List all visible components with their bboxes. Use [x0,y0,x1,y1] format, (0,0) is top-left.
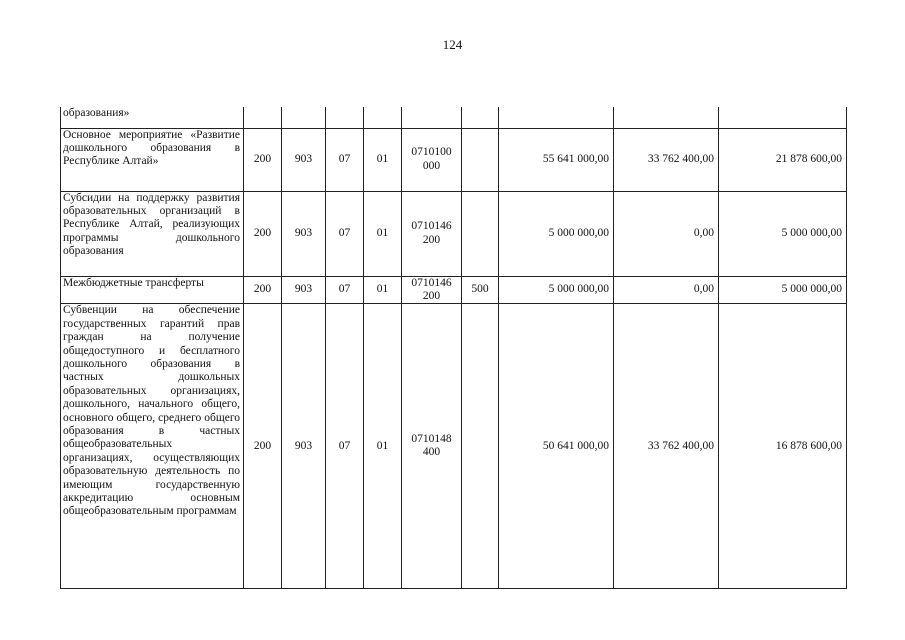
sum-total-cell: 5 000 000,00 [499,276,614,304]
section-code-cell: 903 [282,276,326,304]
sum-part1-cell [614,107,719,128]
sum-part2-cell: 5 000 000,00 [719,191,847,276]
sum-part1-cell: 0,00 [614,191,719,276]
section-code-cell: 903 [282,191,326,276]
subsection2-code-cell: 01 [364,276,402,304]
table-row [61,128,847,191]
sum-total-cell: 5 000 000,00 [499,191,614,276]
admin-code-cell: 200 [244,128,282,191]
row-name-cell: образования» [61,107,244,128]
expense-type-cell [462,107,499,128]
subsection-code-cell: 07 [326,276,364,304]
subsection-code-cell: 07 [326,304,364,589]
row-name-cell: Субвенции на обеспечение государственных гарантий прав граждан на получение общедоступного и бесплатного дошкольного образования в частных дошкольных образовательных организациях, дошкольного, начального общего, основного общего, среднего общего образования в частных общеобразовательных организациях, осуществляющих образовательную деятельность по имеющим государственную аккредитацию основным общеобразовательным программам [61,304,244,589]
subsection-code-cell [326,107,364,128]
admin-code-cell [244,107,282,128]
budget-table [60,107,847,589]
subsection2-code-cell: 01 [364,191,402,276]
sum-total-cell [499,107,614,128]
subsection2-code-cell: 01 [364,128,402,191]
target-code-cell [402,107,462,128]
sum-part2-cell: 5 000 000,00 [719,276,847,304]
sum-part1-cell: 0,00 [614,276,719,304]
subsection2-code-cell: 01 [364,304,402,589]
table-row [61,107,847,128]
sum-part1-cell: 33 762 400,00 [614,304,719,589]
expense-type-cell [462,128,499,191]
section-code-cell [282,107,326,128]
target-code-cell: 0710148 400 [402,304,462,589]
expense-type-cell: 500 [462,276,499,304]
subsection-code-cell: 07 [326,128,364,191]
table-row [61,304,847,589]
sum-part2-cell: 21 878 600,00 [719,128,847,191]
table-row [61,276,847,304]
section-code-cell: 903 [282,304,326,589]
expense-type-cell [462,304,499,589]
admin-code-cell: 200 [244,276,282,304]
page-number: 124 [442,37,463,52]
admin-code-cell: 200 [244,304,282,589]
sum-part1-cell: 33 762 400,00 [614,128,719,191]
sum-total-cell: 55 641 000,00 [499,128,614,191]
sum-part2-cell [719,107,847,128]
admin-code-cell: 200 [244,191,282,276]
row-name-cell: Основное мероприятие «Развитие дошкольного образования в Республике Алтай» [61,128,244,191]
target-code-cell: 0710100 000 [402,128,462,191]
table-row [61,191,847,276]
target-code-cell: 0710146 200 [402,276,462,304]
section-code-cell: 903 [282,128,326,191]
expense-type-cell [462,191,499,276]
row-name-cell: Межбюджетные трансферты [61,276,244,304]
subsection-code-cell: 07 [326,191,364,276]
subsection2-code-cell [364,107,402,128]
sum-total-cell: 50 641 000,00 [499,304,614,589]
target-code-cell: 0710146 200 [402,191,462,276]
sum-part2-cell: 16 878 600,00 [719,304,847,589]
row-name-cell: Субсидии на поддержку развития образовательных организаций в Республике Алтай, реализующих программы дошкольного образования [61,191,244,276]
